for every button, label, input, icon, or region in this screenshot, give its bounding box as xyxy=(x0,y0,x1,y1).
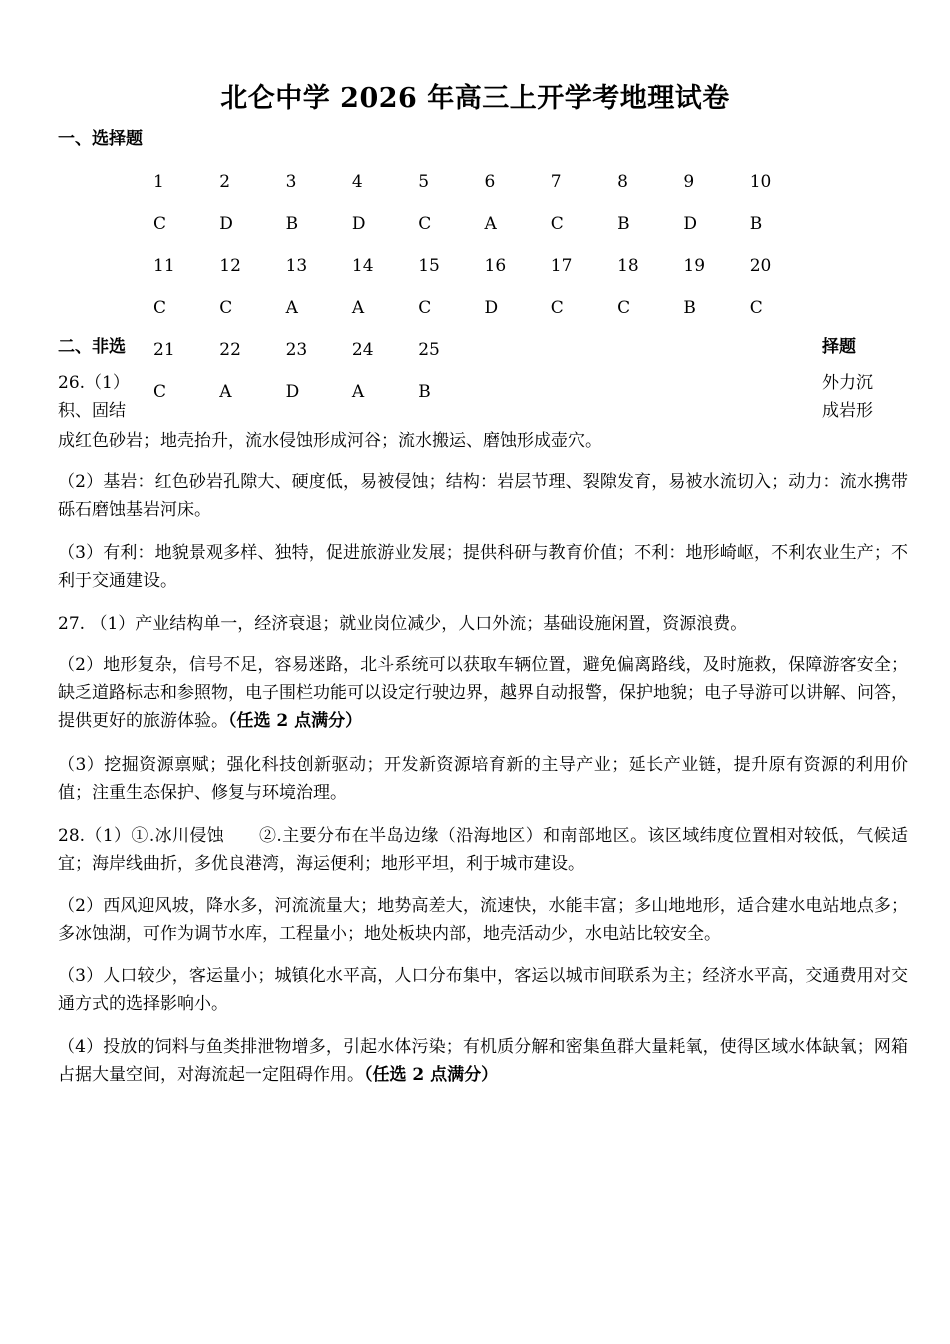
section-heading-nonchoice-right: 择题 xyxy=(822,337,856,357)
answer-letter: A xyxy=(285,298,298,318)
q28-answer-1: 28.（1）①.冰川侵蚀 ②.主要分布在半岛边缘（沿海地区）和南部地区。该区域纬度位置相对较低，气候适宜；海岸线曲折，多优良港湾，海运便利；地形平坦，利于城市建设。 xyxy=(58,826,908,874)
answer-letter: A xyxy=(351,298,365,318)
question-number: 25 xyxy=(418,340,440,360)
question-number: 9 xyxy=(683,172,695,192)
question-number: 12 xyxy=(219,256,241,276)
question-number: 24 xyxy=(351,340,374,360)
question-number: 21 xyxy=(153,340,175,360)
q26-answer-3: （3）有利：地貌景观多样、独特，促进旅游业发展；提供科研与教育价值；不利：地形崎岖，不利农业生产；不利于交通建设。 xyxy=(58,543,908,591)
answer-letter: D xyxy=(683,214,698,234)
question-number: 19 xyxy=(683,256,706,276)
q28-answer-2: （2）西风迎风坡，降水多，河流流量大；地势高差大，流速快，水能丰富；多山地地形，适合建水电站地点多；多冰蚀湖，可作为调节水库，工程量小；地处板块内部，地壳活动少，水电站比较安全。 xyxy=(58,896,908,944)
question-number: 23 xyxy=(285,340,308,360)
answer-letter: B xyxy=(749,214,763,234)
question-number: 18 xyxy=(617,256,639,276)
answer-letter: C xyxy=(617,298,631,318)
page-title: 北仑中学 2026 年高三上开学考地理试卷 xyxy=(220,83,730,114)
answer-letter: B xyxy=(617,214,630,234)
q27-answer-2 xyxy=(58,651,908,735)
answer-letter: B xyxy=(418,382,431,402)
question-number: 4 xyxy=(351,172,363,192)
answer-letter: C xyxy=(153,214,167,234)
answer-letter: C xyxy=(219,298,233,318)
question-number: 3 xyxy=(285,172,297,192)
section-heading-nonchoice-left: 二、非选 xyxy=(58,337,126,357)
question-number: 14 xyxy=(351,256,374,276)
question-number: 2 xyxy=(219,172,231,192)
answer-letter: D xyxy=(219,214,233,234)
question-number: 22 xyxy=(219,340,241,360)
question-number: 6 xyxy=(484,172,496,192)
q26-answer-2: （2）基岩：红色砂岩孔隙大、硬度低，易被侵蚀；结构：岩层节理、裂隙发育，易被水流切入；动力：流水携带砾石磨蚀基岩河床。 xyxy=(58,472,908,520)
q27-answer-3: （3）挖掘资源禀赋；强化科技创新驱动；开发新资源培育新的主导产业；延长产业链，提升原有资源的利用价值；注重生态保护、修复与环境治理。 xyxy=(58,755,908,803)
question-number: 11 xyxy=(153,256,175,276)
answer-letter: D xyxy=(484,298,499,318)
q26-lead-right-2: 成岩形 xyxy=(822,401,873,421)
answer-letter: C xyxy=(418,298,432,318)
question-number: 16 xyxy=(484,256,507,276)
question-number: 15 xyxy=(418,256,440,276)
answer-letter: B xyxy=(285,214,299,234)
question-number: 1 xyxy=(153,172,164,192)
q27-answer-2-text: （2）地形复杂，信号不足，容易迷路，北斗系统可以获取车辆位置，避免偏离路线，及时施救，保障游客安全；缺乏道路标志和参照物，电子围栏功能可以设定行驶边界，越界自动报警，保护地貌；电子导游可以讲解、问答，提供更好的旅游体验。 xyxy=(58,655,908,731)
question-number: 8 xyxy=(617,172,628,192)
question-number: 5 xyxy=(418,172,430,192)
q26-lead-left-1: 26.（1） xyxy=(58,373,130,393)
answer-letter: D xyxy=(351,214,366,234)
answer-letter: C xyxy=(153,382,167,402)
question-number: 13 xyxy=(285,256,308,276)
q28-answer-3: （3）人口较少，客运量小；城镇化水平高，人口分布集中，客运以城市间联系为主；经济水平高，交通费用对交通方式的选择影响小。 xyxy=(58,966,908,1014)
q26-answer-1-continued: 成红色砂岩；地壳抬升，流水侵蚀形成河谷；流水搬运、磨蚀形成壶穴。 xyxy=(58,431,602,451)
answer-letter: A xyxy=(484,214,497,234)
question-number: 7 xyxy=(550,172,562,192)
question-number: 20 xyxy=(749,256,772,276)
q27-scoring-note: （任选 2 点满分） xyxy=(228,711,363,731)
question-number: 17 xyxy=(550,256,573,276)
q26-lead-left-2: 积、固结 xyxy=(58,401,126,421)
answer-letter: C xyxy=(749,298,763,318)
q26-lead-right-1: 外力沉 xyxy=(822,373,873,393)
answer-letter: D xyxy=(285,382,300,402)
answer-letter: A xyxy=(351,382,365,402)
answer-letter: A xyxy=(219,382,232,402)
answer-letter: B xyxy=(683,298,696,318)
answer-letter: C xyxy=(418,214,432,234)
question-number: 10 xyxy=(749,172,772,192)
q27-answer-1: 27. （1）产业结构单一，经济衰退；就业岗位减少，人口外流；基础设施闲置，资源浪费。 xyxy=(58,614,748,634)
q28-answer-4 xyxy=(58,1033,908,1089)
answer-letter: C xyxy=(550,214,564,234)
q28-scoring-note: （任选 2 点满分） xyxy=(364,1065,499,1085)
answer-letter: C xyxy=(550,298,564,318)
q28-answer-4-text: （4）投放的饲料与鱼类排泄物增多，引起水体污染；有机质分解和密集鱼群大量耗氧，使得区域水体缺氧；网箱占据大量空间，对海流起一定阻碍作用。 xyxy=(58,1037,908,1085)
answer-letter: C xyxy=(153,298,167,318)
section-heading-choice: 一、选择题 xyxy=(58,129,143,149)
